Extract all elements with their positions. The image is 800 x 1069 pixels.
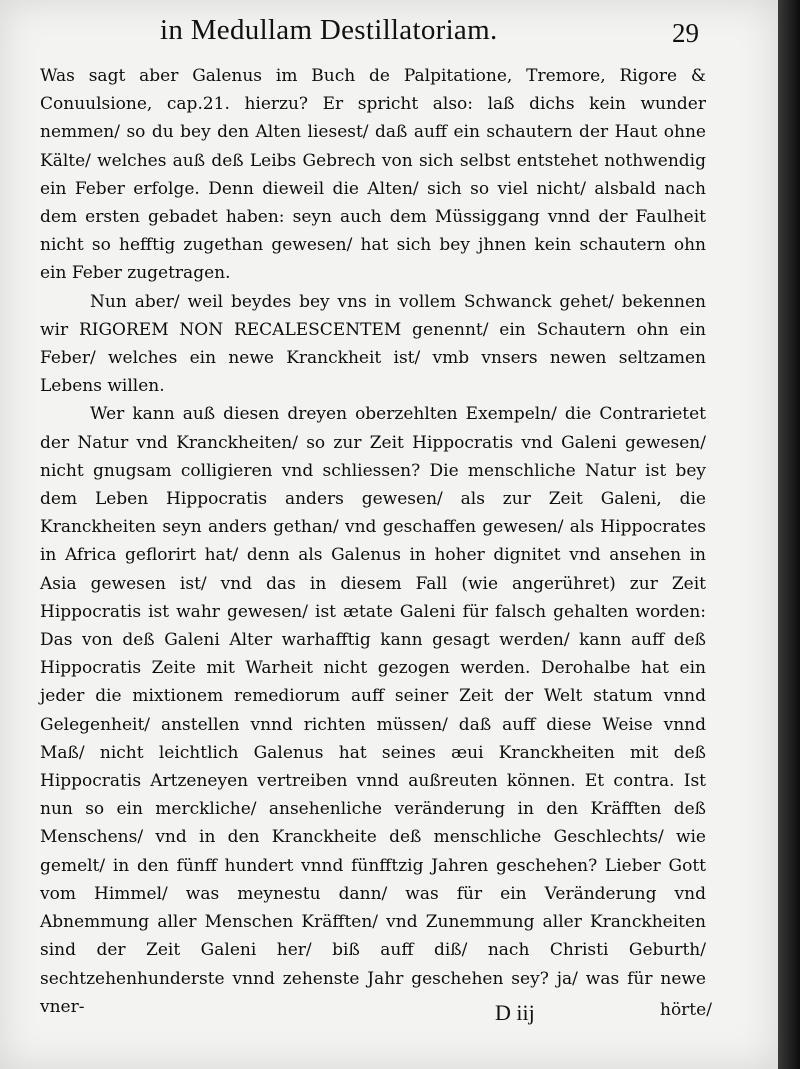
signature-mark: D iij xyxy=(495,1000,535,1025)
page-footer xyxy=(40,1000,712,1030)
paragraph: Was sagt aber Galenus im Buch de Palpitatione, Tremore, Rigore & Conuulsione, cap.21. hierzu? Er spricht also: laß dichs kein wunder nemmen/ so du bey den Alten liesest/ daß auff ein schautern der Haut ohne Kälte/ welches auß deß Leibs Gebrech von sich selbst entstehet nothwendig ein Feber erfolge. Denn dieweil die Alten/ sich so viel nicht/ alsbald nach dem ersten gebadet haben: seyn auch dem Müssiggang vnnd der Faulheit nicht so hefftig zugethan gewesen/ hat sich bey jhnen kein schautern ohn ein Feber zugetragen. xyxy=(40,66,706,284)
paragraph: Nun aber/ weil beydes bey vns in vollem Schwanck gehet/ bekennen wir RIGOREM NON RECALESCENTEM genennt/ ein Schautern ohn ein Feber/ welches ein newe Kranckheit ist/ vmb vnsers newen seltzamen Lebens willen. xyxy=(40,291,706,397)
catchword: hörte/ xyxy=(660,1000,712,1020)
body-text xyxy=(40,62,706,1021)
running-head: in Medullam Destillatoriam. xyxy=(160,14,498,46)
paragraph: Wer kann auß diesen dreyen oberzehlten Exempeln/ die Contrarietet der Natur vnd Kranckheiten/ so zur Zeit Hippocratis vnd Galeni gewesen/ nicht gnugsam colligieren vnd schliessen? Die menschliche Natur ist bey dem Leben Hippocratis anders gewesen/ als zur Zeit Galeni, die Kranckheiten seyn anders gethan/ vnd geschaffen gewesen/ als Hippocrates in Africa geflorirt hat/ denn als Galenus in hoher dignitet vnd ansehen in Asia gewesen ist/ vnd das in diesem Fall (wie angerühret) zur Zeit Hippocratis ist wahr gewesen/ ist ætate Galeni für falsch gehalten worden: Das von deß Galeni Alter warhafftig kann gesagt werden/ kann auff deß Hippocratis Zeite mit Warheit nicht gezogen werden. Derohalbe hat ein jeder die mixtionem remediorum auff seiner Zeit der Welt statum vnnd Gelegenheit/ anstellen vnnd richten müssen/ daß auff diese Weise vnnd Maß/ nicht leichtlich Galenus hat seines æui Kranckheiten mit deß Hippocratis Artzeneyen vertreiben vnnd außreuten können. Et contra. Ist nun so ein merckliche/ ansehenliche veränderung in den Kräfften deß Menschens/ vnd in den Kranckheite deß menschliche Geschlechts/ wie gemelt/ in den fünff hundert vnnd fünfftzig Jahren geschehen? Lieber Gott vom Himmel/ was meynestu dann/ was für ein Veränderung vnd Abnemmung aller Menschen Kräfften/ vnd Zunemmung aller Kranckheiten sind der Zeit Galeni her/ biß auff diß/ nach Christi Geburth/ sechtzehenhunderste vnnd zehenste Jahr geschehen sey? ja/ was für newe vner- xyxy=(40,404,706,1017)
page-edge-shadow xyxy=(778,0,800,1069)
page-number: 29 xyxy=(672,18,699,48)
